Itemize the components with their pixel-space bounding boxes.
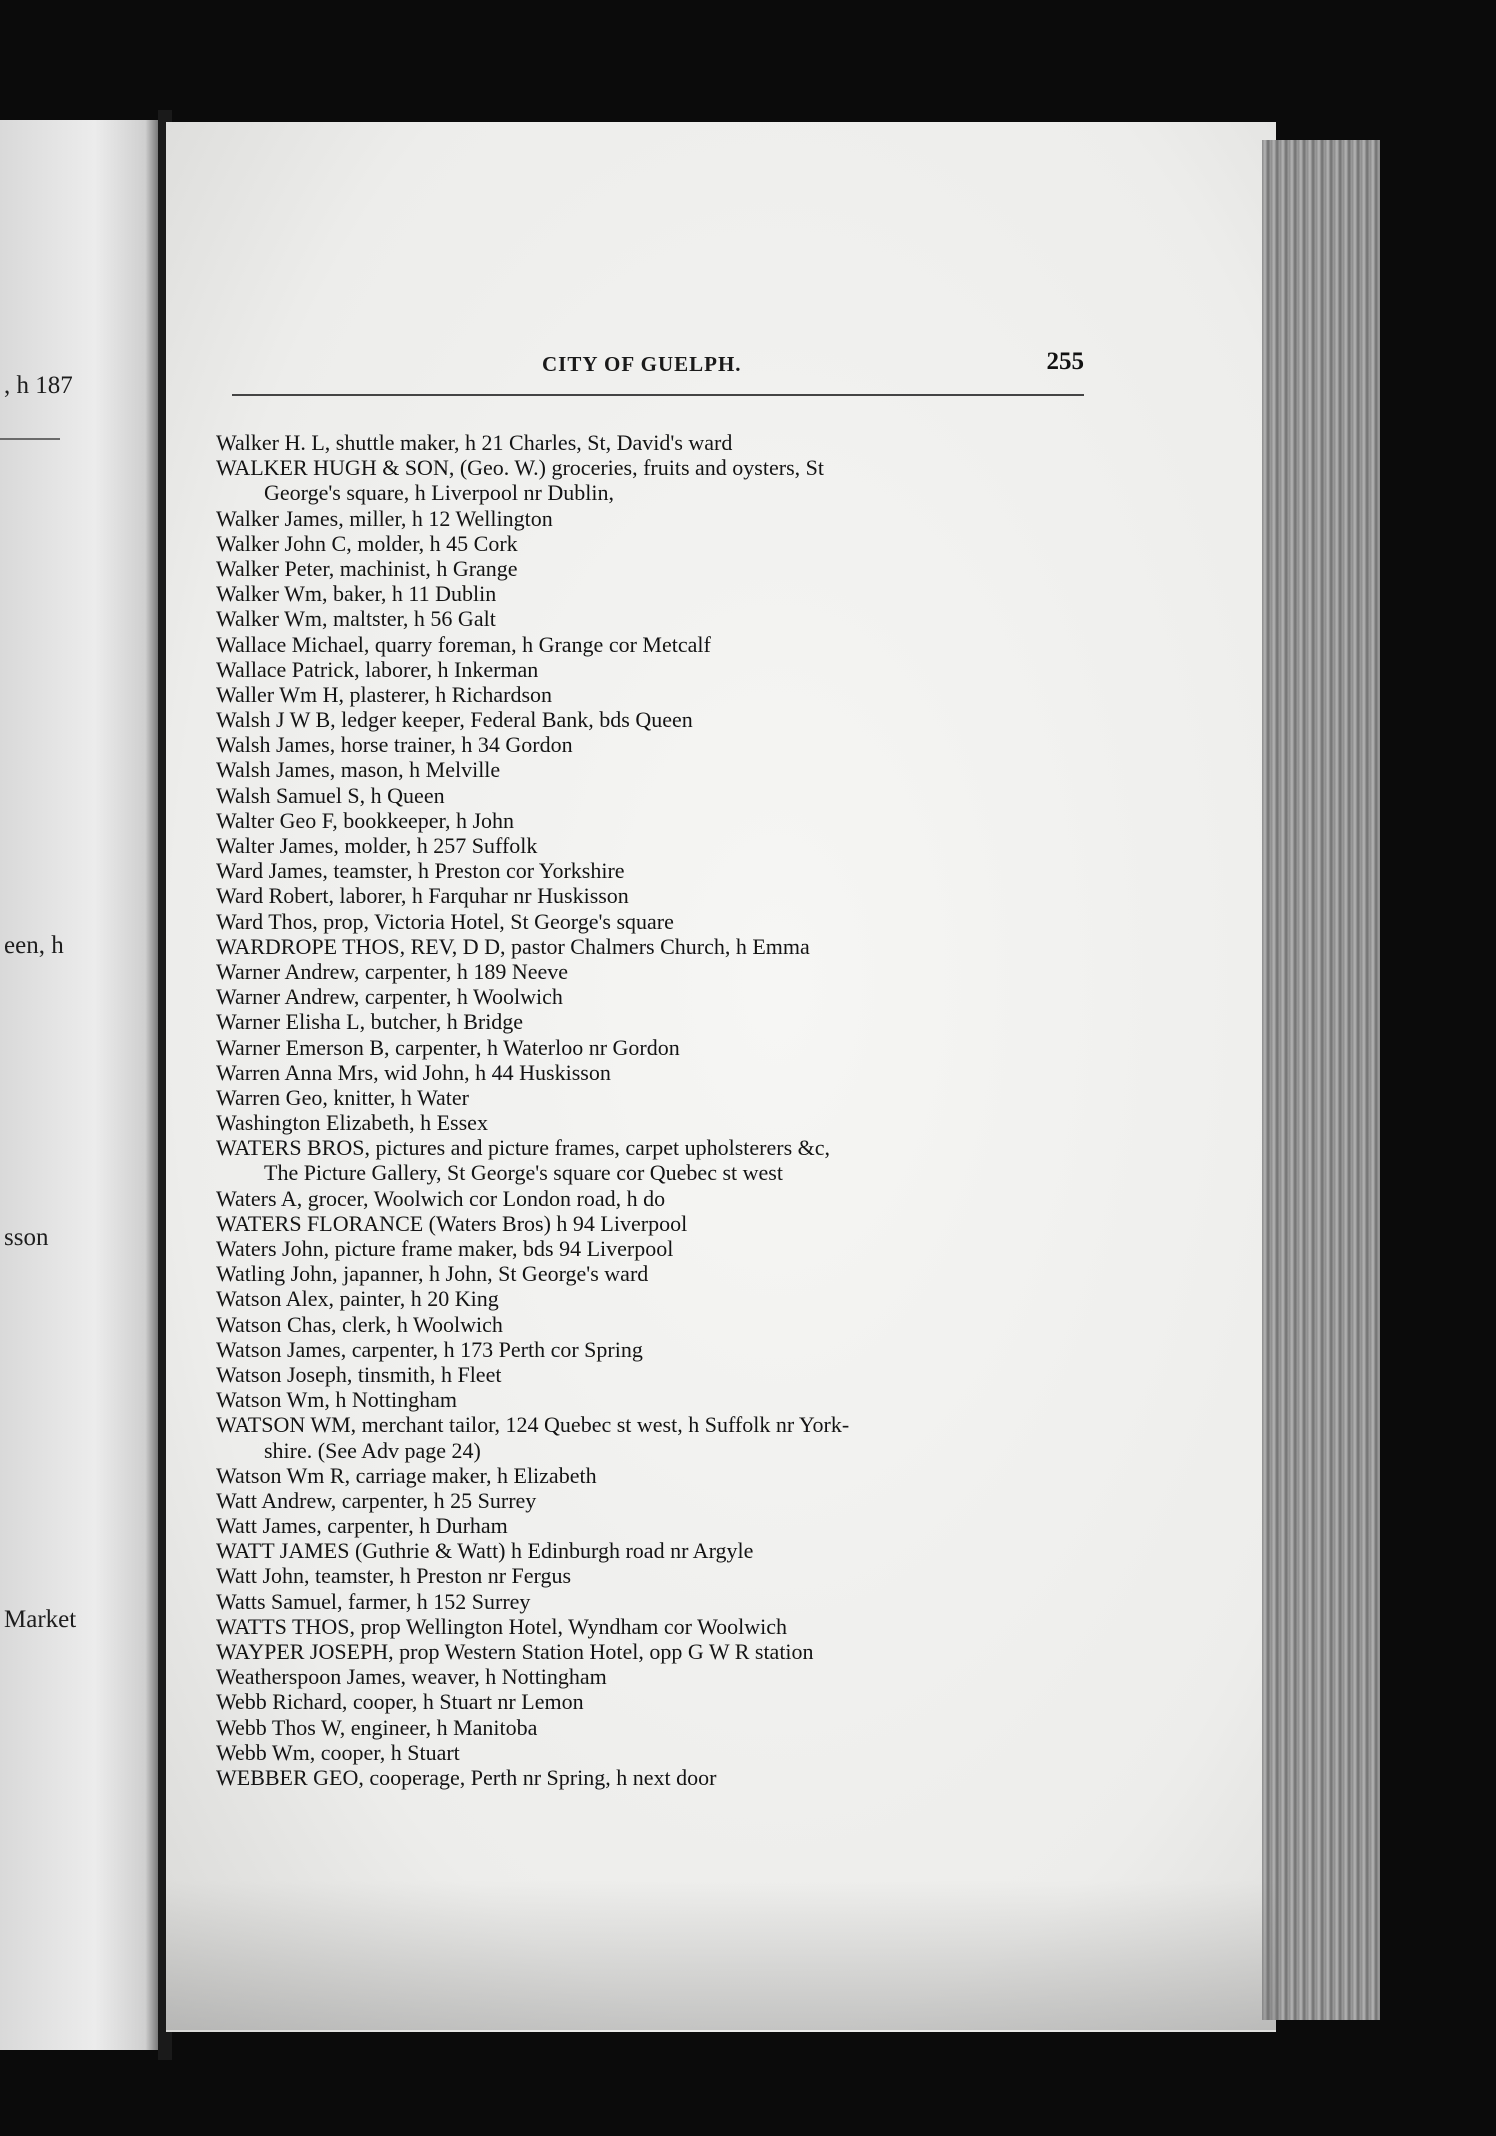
directory-entry: Watson Joseph, tinsmith, h Fleet [216,1361,502,1387]
directory-entry: Walker James, miller, h 12 Wellington [216,505,553,531]
directory-entry: Walsh James, mason, h Melville [216,757,501,783]
directory-entry: Warner Andrew, carpenter, h Woolwich [216,984,563,1010]
directory-entry: Watson Wm R, carriage maker, h Elizabeth [216,1462,597,1488]
directory-entry: WATERS BROS, pictures and picture frames, carpet upholsterers &c, [216,1135,831,1161]
previous-page-fragment: Market [4,1606,77,1633]
directory-entry: Walker Wm, maltster, h 56 Galt [216,606,496,632]
directory-entry: Watson Chas, clerk, h Woolwich [216,1311,503,1337]
directory-entry: Walsh J W B, ledger keeper, Federal Bank, bds Queen [216,707,693,733]
directory-entry: Watts Samuel, farmer, h 152 Surrey [216,1588,531,1614]
page-header [232,348,1084,386]
page-bottom-shadow [166,1880,1276,2030]
running-title: CITY OF GUELPH. [542,352,742,376]
directory-entry: Watling John, japanner, h John, St George's ward [216,1261,649,1287]
directory-entry: Walker Peter, machinist, h Grange [216,555,518,581]
previous-page-fragment: sson [4,1224,49,1251]
directory-entry: WAYPER JOSEPH, prop Western Station Hotel, opp G W R station [216,1639,814,1664]
directory-entry: Wallace Patrick, laborer, h Inkerman [216,656,539,682]
directory-entry: Ward Robert, laborer, h Farquhar nr Huskisson [216,883,629,909]
directory-entry: Wallace Michael, quarry foreman, h Grange cor Metcalf [216,631,711,657]
directory-entry: Watson James, carpenter, h 173 Perth cor Spring [216,1336,643,1362]
directory-entry: Watt John, teamster, h Preston nr Fergus [216,1563,572,1589]
directory-entry-continuation: shire. (See Adv page 24) [264,1437,481,1463]
directory-entry: Weatherspoon James, weaver, h Nottingham [216,1664,607,1690]
page-number: 255 [1046,348,1084,375]
directory-entry: WALKER HUGH & SON, (Geo. W.) groceries, fruits and oysters, St [216,455,824,481]
directory-entry: Ward Thos, prop, Victoria Hotel, St George's square [216,908,674,934]
directory-entry: Walsh Samuel S, h Queen [216,782,445,808]
directory-entry: Webb Richard, cooper, h Stuart nr Lemon [216,1689,584,1715]
directory-entry: Walter James, molder, h 257 Suffolk [216,833,538,858]
directory-entry: Walter Geo F, bookkeeper, h John [216,807,515,833]
directory-entry: Webb Thos W, engineer, h Manitoba [216,1714,538,1740]
directory-entry: Watt James, carpenter, h Durham [216,1513,508,1539]
previous-page-rule [0,438,60,440]
directory-entry: Warren Geo, knitter, h Water [216,1084,469,1110]
directory-entry-continuation: The Picture Gallery, St George's square cor Quebec st west [264,1160,783,1186]
directory-entry: WATERS FLORANCE (Waters Bros) h 94 Liverpool [216,1210,688,1236]
directory-entry: Walker John C, molder, h 45 Cork [216,530,518,556]
directory-entry: Ward James, teamster, h Preston cor Yorkshire [216,858,625,884]
directory-entry: Warner Emerson B, carpenter, h Waterloo nr Gordon [216,1034,680,1060]
directory-entry: WATSON WM, merchant tailor, 124 Quebec st west, h Suffolk nr York- [216,1412,850,1438]
directory-entry: Walsh James, horse trainer, h 34 Gordon [216,732,573,758]
directory-entry: WATT JAMES (Guthrie & Watt) h Edinburgh road nr Argyle [216,1538,754,1564]
header-rule [232,394,1084,396]
directory-entry: Waller Wm H, plasterer, h Richardson [216,681,553,707]
directory-entry: Walker H. L, shuttle maker, h 21 Charles, St, David's ward [216,430,733,455]
directory-entry: Walker Wm, baker, h 11 Dublin [216,581,497,607]
previous-page-fragment: een, h [4,932,64,959]
directory-entry: Warner Andrew, carpenter, h 189 Neeve [216,958,569,984]
directory-entry: Watt Andrew, carpenter, h 25 Surrey [216,1487,537,1513]
directory-entries [216,430,1116,1790]
previous-page-edge [0,120,158,2050]
directory-entry: WARDROPE THOS, REV, D D, pastor Chalmers Church, h Emma [216,933,810,959]
directory-entry: Washington Elizabeth, h Essex [216,1110,488,1136]
directory-entry: Warren Anna Mrs, wid John, h 44 Huskisson [216,1059,611,1085]
previous-page-fragment: , h 187 [4,372,73,399]
page-block-edge [1262,140,1380,2020]
directory-entry: Watson Wm, h Nottingham [216,1387,458,1413]
directory-entry: Webb Wm, cooper, h Stuart [216,1739,460,1765]
directory-entry: Waters A, grocer, Woolwich cor London road, h do [216,1185,666,1211]
directory-entry: Waters John, picture frame maker, bds 94 Liverpool [216,1236,674,1261]
directory-entry-continuation: George's square, h Liverpool nr Dublin, [264,480,614,506]
directory-entry: WEBBER GEO, cooperage, Perth nr Spring, h next door [216,1764,717,1790]
directory-entry: Watson Alex, painter, h 20 King [216,1286,499,1312]
directory-entry: Warner Elisha L, butcher, h Bridge [216,1009,524,1035]
directory-entry: WATTS THOS, prop Wellington Hotel, Wyndham cor Woolwich [216,1613,787,1639]
